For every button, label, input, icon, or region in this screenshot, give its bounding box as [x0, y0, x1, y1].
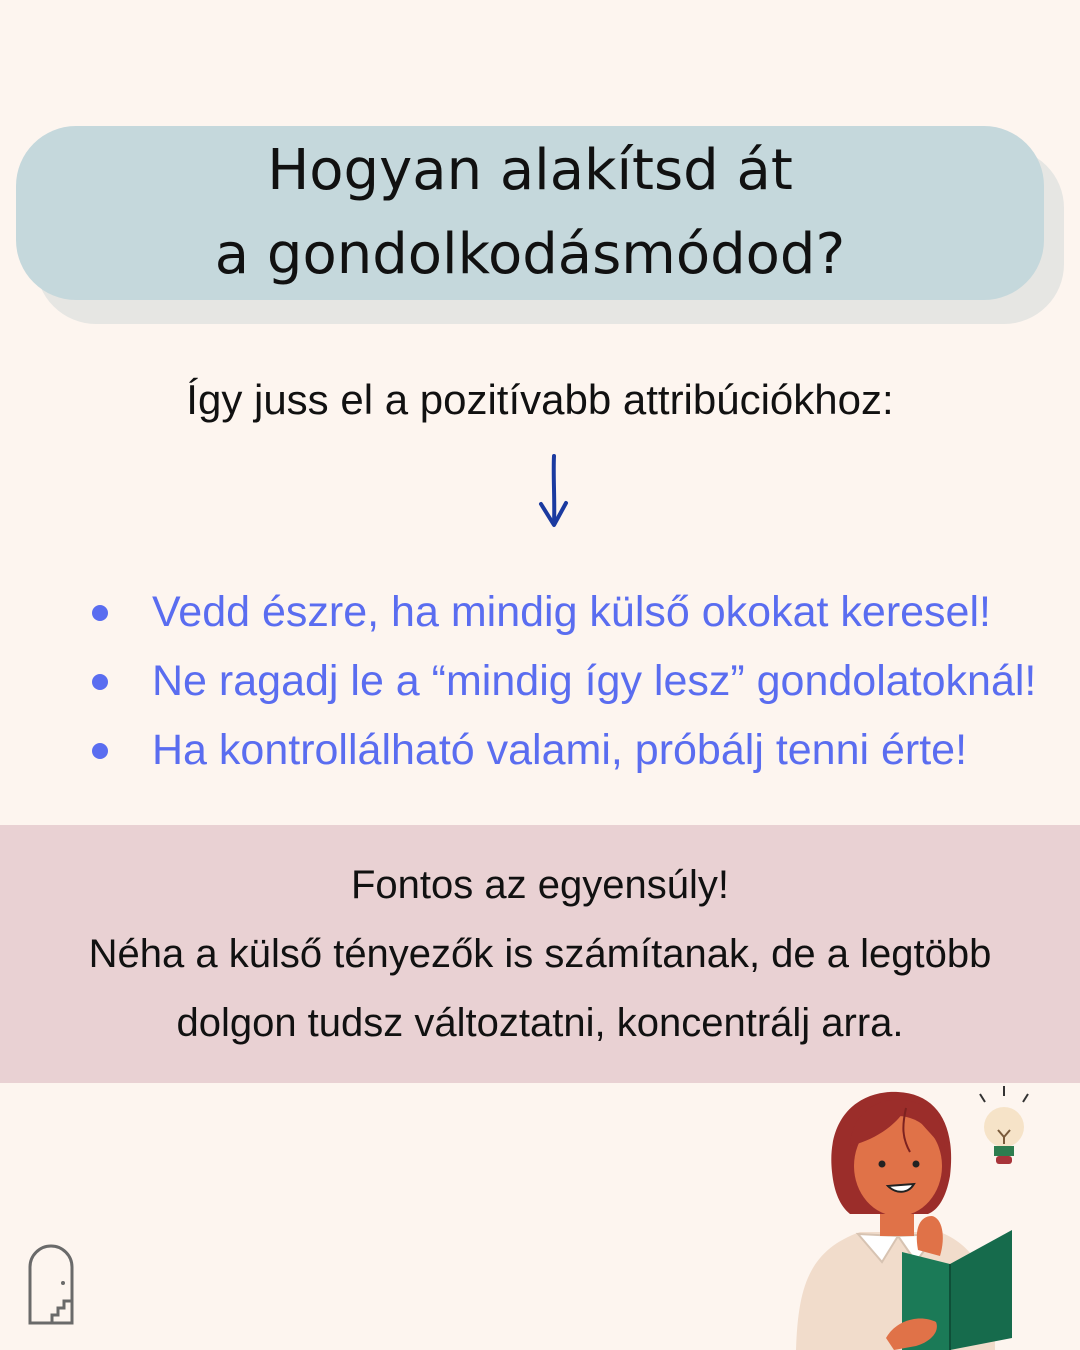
- tips-list: [86, 578, 1036, 785]
- arrow-down-icon: [536, 452, 572, 530]
- balance-line-1: Néha a külső tényezők is számítanak, de a legtöbb: [88, 931, 992, 976]
- title-box: [16, 126, 1044, 300]
- bullet-icon: [92, 605, 108, 621]
- tip-text: Ha kontrollálható valami, próbálj tenni érte!: [152, 726, 968, 774]
- tip-text: Ne ragadj le a “mindig így lesz” gondolatoknál!: [152, 657, 1037, 705]
- bullet-icon: [92, 743, 108, 759]
- woman-reading-illustration: [790, 1080, 1070, 1350]
- page-title-line-1: Hogyan alakítsd át: [267, 138, 793, 203]
- door-logo-icon: [26, 1243, 76, 1327]
- subtitle: Így juss el a pozitívabb attribúciókhoz:: [186, 376, 894, 423]
- balance-heading: Fontos az egyensúly!: [351, 862, 729, 907]
- list-item: [86, 716, 1036, 785]
- tip-text: Vedd észre, ha mindig külső okokat keresel!: [152, 588, 991, 636]
- list-item: [86, 578, 1036, 647]
- balance-line-2: dolgon tudsz változtatni, koncentrálj arra.: [176, 1000, 904, 1045]
- balance-band: [0, 825, 1080, 1083]
- list-item: [86, 647, 1036, 716]
- lightbulb-icon: [980, 1086, 1028, 1164]
- bullet-icon: [92, 674, 108, 690]
- page-title-line-2: a gondolkodásmódod?: [214, 222, 846, 287]
